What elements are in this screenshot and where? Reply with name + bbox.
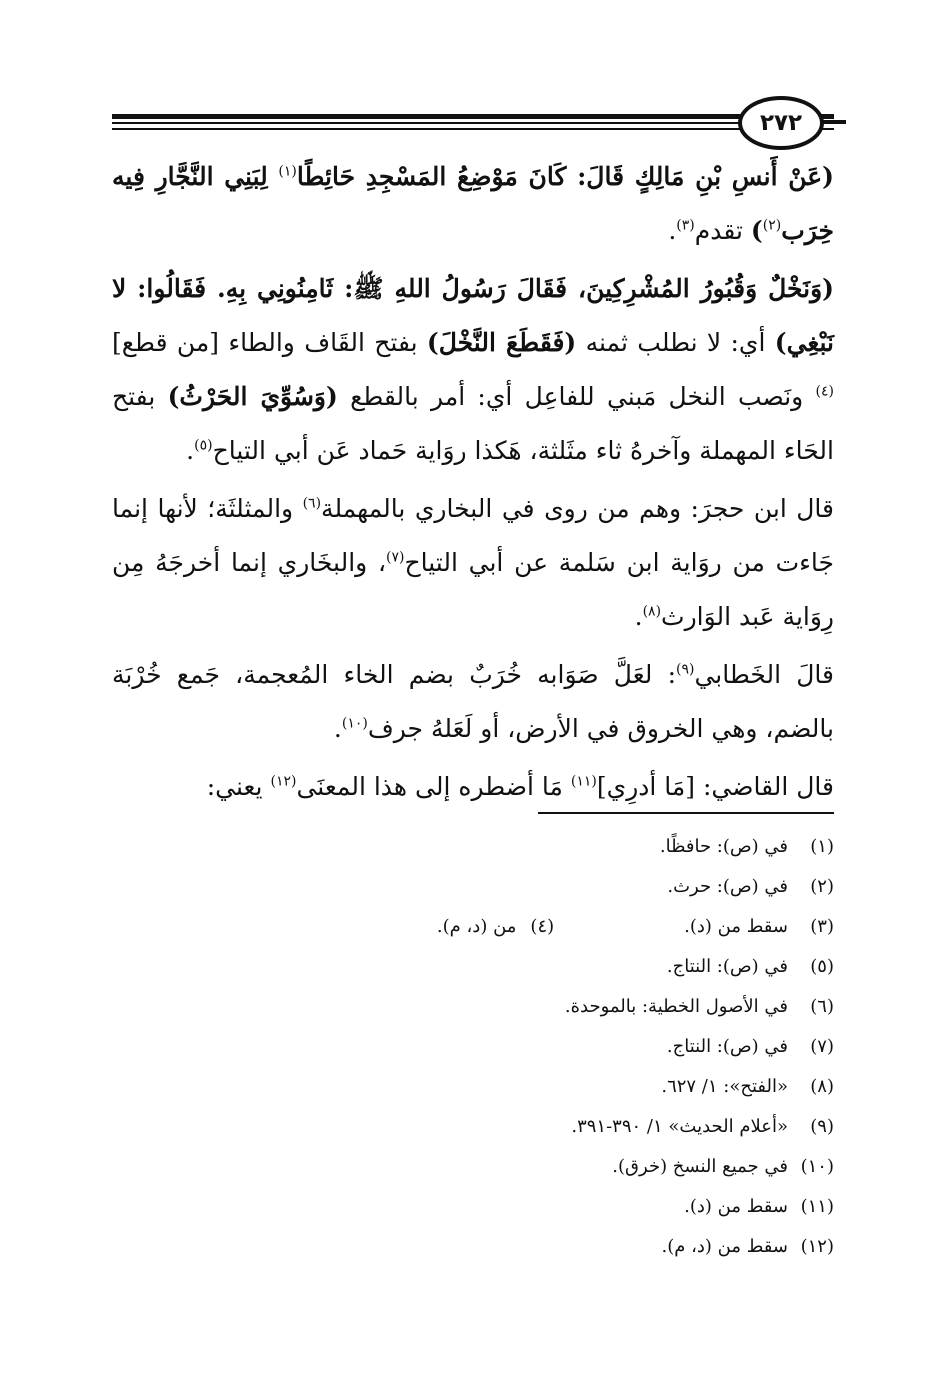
text-run: مَا أضطره إلى هذا المعنَى xyxy=(296,772,571,801)
text-run: أي: لا نطلب ثمنه xyxy=(576,328,775,357)
footnote xyxy=(112,1186,834,1226)
footnote-ref: (١) xyxy=(278,163,297,180)
text-run: (عَنْ أَنسِ بْنِ مَالِكٍ قَالَ: كَانَ مَوْضِعُ المَسْجِدِ حَائِطًا xyxy=(296,162,834,191)
footnote-text: سقط من (د). xyxy=(684,915,788,937)
text-run: لِبَنِي النَّجَّارِ فِيه خِرَب xyxy=(112,162,834,245)
text-run: ) xyxy=(750,216,763,245)
text-run: : لعَلَّ صَوَابه خُرَبٌ بضم الخاء المُعجمة، جَمع خُرْبَة بالضم، وهي الخروق في الأرض، أو لَعَلهُ جرف xyxy=(112,660,834,743)
footnote-text: من (د، م). xyxy=(436,915,517,937)
footnote-text: في الأصول الخطية: بالموحدة. xyxy=(564,995,788,1017)
footnote-ref: (١٠) xyxy=(341,715,368,732)
footnote-text: في (ص): حافظًا. xyxy=(659,835,788,857)
text-run: بفتح القَاف والطاء [من قطع] xyxy=(112,328,427,357)
footnote-ref: (٧) xyxy=(386,549,405,566)
text-run: قال القاضي: [مَا أدرِي] xyxy=(596,772,834,801)
footnote-ref: (٢) xyxy=(762,217,782,234)
footnote xyxy=(112,986,834,1026)
footnote xyxy=(112,826,834,866)
footnote-ref: (٦) xyxy=(302,495,322,512)
footnote-ref: (٣) xyxy=(676,217,695,234)
header-rule-thick xyxy=(112,114,834,119)
footnote-text: «الفتح»: ١/ ٦٢٧. xyxy=(661,1075,788,1097)
text-run: ، والبخَاري إنما أخرجَهُ مِن رِوَاية عَبد الوَارث xyxy=(112,548,834,631)
footnote-number: (٦) xyxy=(810,995,834,1017)
paragraph xyxy=(112,262,834,478)
footnote xyxy=(112,1026,834,1066)
footnote-text: في جميع النسخ (خرق). xyxy=(612,1155,788,1177)
footnote-number: (٤) xyxy=(530,915,555,937)
text-run: . xyxy=(668,216,677,245)
footnote-ref: (١١) xyxy=(570,773,597,790)
footnote-number: (١) xyxy=(810,835,834,857)
footnote-inline xyxy=(437,916,554,937)
paragraph xyxy=(112,150,834,258)
text-run: يعني: xyxy=(206,772,271,801)
text-run: تقدم xyxy=(694,216,751,245)
text-run: (فَقَطَعَ النَّخْلَ) xyxy=(426,328,577,357)
footnote-text: في (ص): حرث. xyxy=(667,875,788,897)
footnote-number: (٨) xyxy=(810,1075,834,1097)
footnote xyxy=(112,1066,834,1106)
footnotes xyxy=(112,826,834,1266)
footnote-number: (٣) xyxy=(810,915,834,937)
footnote xyxy=(112,946,834,986)
text-run: . xyxy=(186,436,195,465)
text-run: . xyxy=(333,714,342,743)
text-run: . xyxy=(634,602,643,631)
footnote xyxy=(112,1106,834,1146)
footnote-ref: (٤) xyxy=(815,383,834,400)
footnote-ref: (٥) xyxy=(194,437,213,454)
footnote xyxy=(112,1226,834,1266)
main-text xyxy=(112,150,834,818)
text-run: بفتح الحَاء المهملة وآخرهُ ثاء مثَلثة، هَكذا روَاية حَماد عَن أبي التياح xyxy=(112,382,834,465)
text-run: (وَنَخْلٌ وَقُبُورُ المُشْرِكِينَ، فَقَالَ رَسُولُ اللهِ ﷺ: ثَامِنُونِي بِهِ. فَقَالُوا: لا نَبْغِي) xyxy=(112,274,834,357)
paragraph xyxy=(112,648,834,756)
footnote-ref: (١٢) xyxy=(270,773,297,790)
text-run: ونَصب النخل مَبني للفاعِل أي: أمر بالقطع xyxy=(337,382,816,411)
footnote-ref: (٩) xyxy=(676,661,695,678)
header-rule-thin-2 xyxy=(112,128,834,130)
footnote-number: (٥) xyxy=(810,955,834,977)
footnote-number: (٧) xyxy=(810,1035,834,1057)
text-run: قال ابن حجرَ: وهم من روى في البخاري بالمهملة xyxy=(321,494,834,523)
paragraph xyxy=(112,482,834,644)
footnote-number: (١٠) xyxy=(800,1155,834,1177)
footnote-number: (١١) xyxy=(800,1195,834,1217)
footnote-number: (٢) xyxy=(810,875,834,897)
footnote xyxy=(112,906,834,946)
header-rule-thin xyxy=(112,122,834,124)
footnote-text: في (ص): النتاج. xyxy=(666,955,788,977)
footnote-number: (٩) xyxy=(810,1115,834,1137)
paragraph xyxy=(112,760,834,814)
footnote-text: «أعلام الحديث» ١/ ٣٩٠-٣٩١. xyxy=(571,1115,788,1137)
footnote-text: سقط من (د). xyxy=(684,1195,788,1217)
footnote-text: في (ص): النتاج. xyxy=(666,1035,788,1057)
footnote-text: سقط من (د، م). xyxy=(661,1235,788,1257)
text-run: (وَسُوِّيَ الحَرْثُ) xyxy=(167,382,338,411)
page-number: ٢٧٢ xyxy=(738,96,824,150)
text-run: والمثلثَة؛ لأنها إنما جَاءت من روَاية ابن سَلمة عن أبي التياح xyxy=(112,494,834,577)
footnote xyxy=(112,866,834,906)
footnote-separator xyxy=(538,812,834,814)
text-run: قالَ الخَطابي xyxy=(694,660,834,689)
footnote xyxy=(112,1146,834,1186)
footnote-ref: (٨) xyxy=(642,603,662,620)
footnote-number: (١٢) xyxy=(800,1235,834,1257)
